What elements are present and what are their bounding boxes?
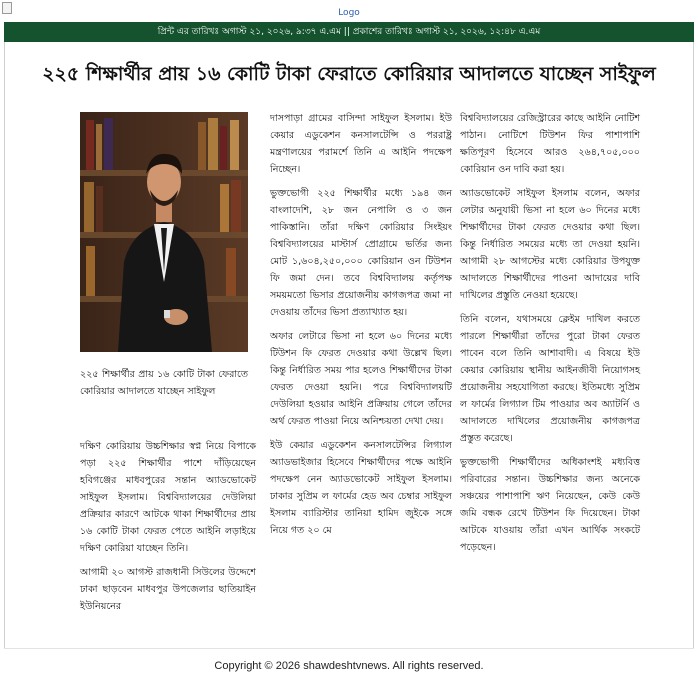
footer-divider [4,648,694,649]
print-publish-dates-bar: প্রিন্ট এর তারিখঃ অগাস্ট ২১, ২০২৬, ৯:৩৭ এ.এম || প্রকাশের তারিখঃ অগাস্ট ২১, ২০২৬, ১২:৪৮ এ.এম [4,22,694,42]
man-in-black-suit-photo [80,112,248,352]
article-paragraph: অফার লেটারে ভিসা না হলে ৬০ দিনের মধ্যে টিউশন ফি ফেরত দেওয়ার কথা উল্লেখ ছিল। কিন্তু নির্ধারিত সময় পার হলেও শিক্ষার্থীদের টাকা ফেরত দেওয়া হয়নি। পরে বিশ্ববিদ্যালয়টি দেউলিয়া হওয়ার আইনি প্রক্রিয়ায় গেলে তাঁদের অর্থ ফেরত পাওয়া নিয়ে অনিশ্চয়তা দেখা দেয়। [270,331,452,427]
site-logo[interactable] [0,0,698,22]
article-paragraph: বিশ্ববিদ্যালয়ের রেজিস্ট্রারের কাছে আইনি নোটিশ পাঠান। নোটিশে টিউশন ফির পাশাপাশি ক্ষতিপূরণ হিসেবে আরও ২৬৪,৭০৫,০০০ কোরিয়ান ওন দাবি করা হয়। [460,113,640,175]
article-column-1 [80,438,256,622]
article-paragraph: ভুক্তভোগী শিক্ষার্থীদের অধিকাংশই মধ্যবিত্ত পরিবারের সন্তান। উচ্চশিক্ষার জন্য অনেকে সঞ্চয়ের পাশাপাশি ঋণ নিয়েছেন, কেউ কেউ জমি বন্ধক রেখে টিউশন ফি দিয়েছেন। টাকা আটকে যাওয়ায় তাঁরা এখন আর্থিক সংকটে পড়েছেন। [460,457,640,553]
article-paragraph: তিনি বলেন, যথাসময়ে ক্লেইম দাখিল করতে পারলে শিক্ষার্থীরা তাঁদের পুরো টাকা ফেরত পাবেন বলে তিনি আশাবাদী। এ বিষয়ে ইউ কেয়ার কোরিয়ায় স্থানীয় আইনজীবী নিয়োগসহ প্রয়োজনীয় সহযোগিতা করছে। ইতিমধ্যে সুপ্রিম ল ফার্মের লিগ্যাল টিম পাওয়ার অব অ্যাটর্নি ও আদালতে দাখিলের প্রয়োজনীয় কাগজপত্র প্রস্তুত করেছে। [460,314,640,444]
broken-image-icon [2,2,12,14]
article-paragraph: দক্ষিণ কোরিয়ায় উচ্চশিক্ষার স্বপ্ন নিয়ে বিপাকে পড়া ২২৫ শিক্ষার্থীর পাশে দাঁড়িয়েছেন হবিগঞ্জের মাধবপুরের সন্তান অ্যাডভোকেট সাইফুল ইসলাম। বিশ্ববিদ্যালয়ের দেউলিয়া প্রক্রিয়ার কারণে আটকে থাকা শিক্ষার্থীদের প্রায় ১৬ কোটি টাকা ফেরত পেতে আইনি লড়াইয়ে দক্ষিণ কোরিয়া যাচ্ছেন তিনি। [80,441,256,554]
article-headline: ২২৫ শিক্ষার্থীর প্রায় ১৬ কোটি টাকা ফেরাতে কোরিয়ার আদালতে যাচ্ছেন সাইফুল [42,63,656,85]
logo-alt-text: Logo [338,8,360,18]
footer-copyright: Copyright © 2026 shawdeshtvnews. All rights reserved. [214,660,484,672]
article-paragraph: অ্যাডভোকেট সাইফুল ইসলাম বলেন, অফার লেটার অনুযায়ী ভিসা না হলে ৬০ দিনের মধ্যে শিক্ষার্থীদের টাকা ফেরত দেওয়ার কথা ছিল। কিন্তু নির্ধারিত সময়ের মধ্যে তা দেওয়া হয়নি। আগামী ২৮ আগস্টের মধ্যে কোরিয়ার উপযুক্ত আদালতে শিক্ষার্থীদের পাওনা আদায়ের দাবি দাখিলের প্রস্তুতি নেওয়া হয়েছে। [460,188,640,301]
article-paragraph: ভুক্তভোগী ২২৫ শিক্ষার্থীর মধ্যে ১৯৪ জন বাংলাদেশি, ২৮ জন নেপালি ও ৩ জন পাকিস্তানি। তাঁরা দক্ষিণ কোরিয়ার সিংইয়ং বিশ্ববিদ্যালয়ের মাস্টার্স প্রোগ্রামে ভর্তির জন্য মোট ১,৬০৪,২৫০,০০০ কোরিয়ান ওন টিউশন ফি জমা দেন। তবে বিশ্ববিদ্যালয় কর্তৃপক্ষ সময়মতো ভিসার প্রয়োজনীয় কাগজপত্র জমা না দেওয়ায় তাঁদের ভিসা প্রত্যাখ্যাত হয়। [270,188,452,318]
article-paragraph: দাসপাড়া গ্রামের বাসিন্দা সাইফুল ইসলাম। ইউ কেয়ার এডুকেশন কনসালটেন্সি ও পররাষ্ট্র মন্ত্রণালয়ের পরামর্শে তিনি এ আইনি পদক্ষেপ নিচ্ছেন। [270,113,452,175]
article-paragraph: আগামী ২০ আগস্ট রাজধানী সিউলের উদ্দেশে ঢাকা ছাড়বেন মাধবপুর উপজেলার ছাতিয়াইন ইউনিয়নের [80,567,256,612]
photo-caption: ২২৫ শিক্ষার্থীর প্রায় ১৬ কোটি টাকা ফেরাতে কোরিয়ার আদালতে যাচ্ছেন সাইফুল [80,369,248,397]
article-photo [80,112,248,352]
article-column-3 [460,110,640,563]
article-column-2 [270,110,452,546]
article-paragraph: ইউ কেয়ার এডুকেশন কনসালটেন্সির লিগ্যাল অ্যাডভাইজার হিসেবে শিক্ষার্থীদের পক্ষে আইনি পদক্ষেপ নেন অ্যাডভোকেট সাইফুল ইসলাম। ঢাকার সুপ্রিম ল ফার্মের হেড অব চেম্বার সাইফুল ইসলাম ব্যারিস্টার তানিয়া হামিদ জুইকে সঙ্গে নিয়ে গত ২০ মে [270,440,452,536]
